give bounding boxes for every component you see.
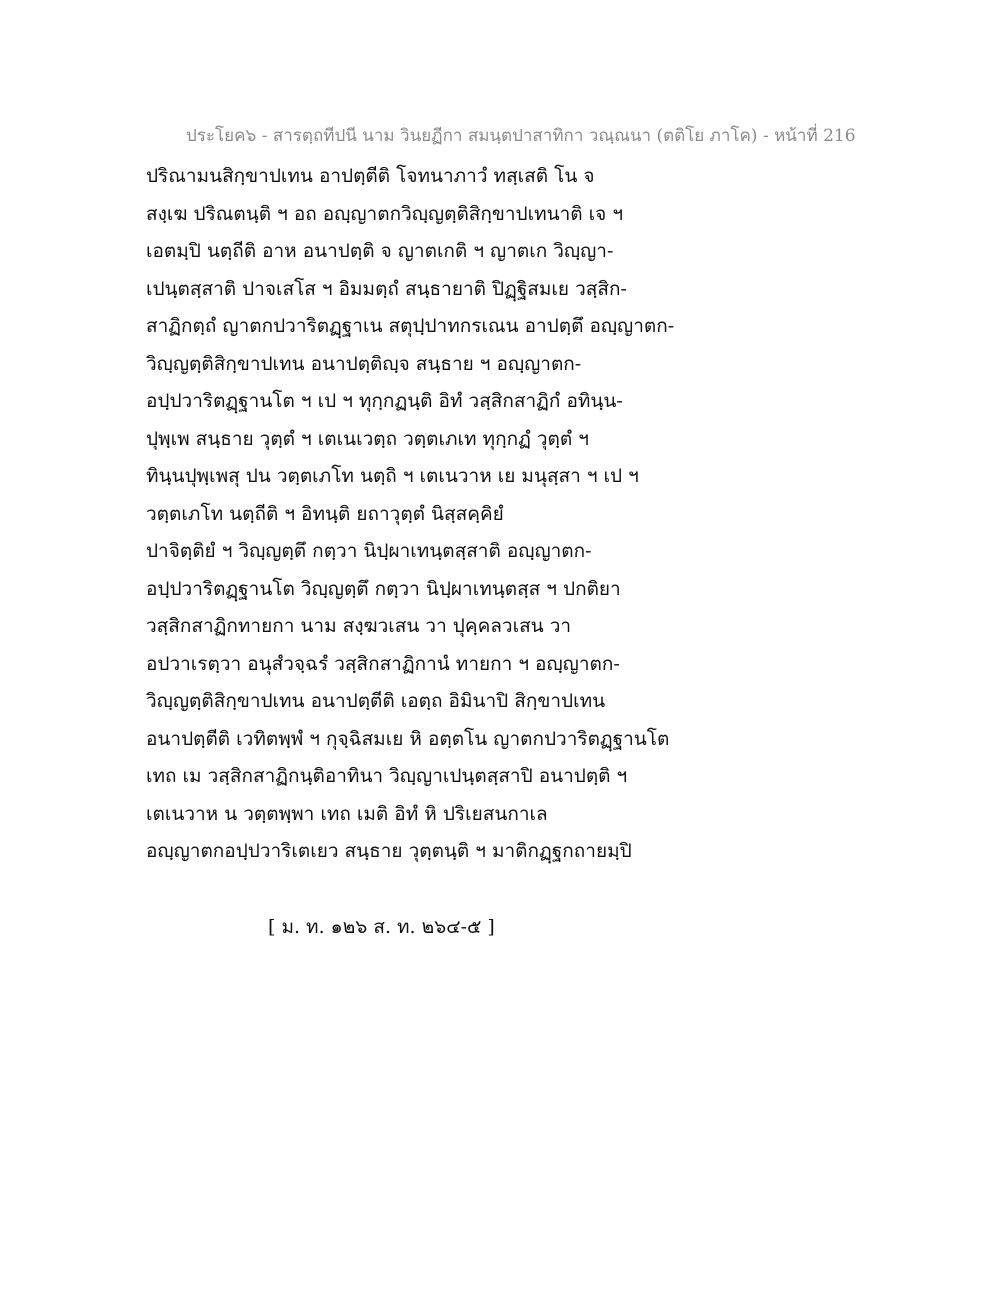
text-line: อปวาเรตฺวา อนุสํวจฺฉรํ วสฺสิกสาฏิกานํ ทายกา ฯ อญฺญาตก-: [146, 652, 620, 675]
text-line: อนาปตฺตีติ เวทิตพฺพํ ฯ กุจฺฉิสมเย หิ อตฺตโน ญาตกปวาริตฏฺฐานโต: [146, 727, 670, 750]
text-line: อปฺปวาริตฏฺฐานโต วิญฺญตฺตึ กตฺวา นิปฺผาเทนฺตสฺส ฯ ปกติยา: [146, 577, 621, 600]
text-line: เทถ เม วสฺสิกสาฏิกนฺติอาทินา วิญฺญาเปนฺตสฺสาปิ อนาปตฺติ ฯ: [146, 765, 628, 787]
text-line: วิญฺญตฺติสิกฺขาปเทน อนาปตฺตีติ เอตฺถ อิมินาปิ สิกฺขาปเทน: [146, 690, 606, 712]
text-line: อญฺญาตกอปฺปวาริเตเยว สนฺธาย วุตฺตนฺติ ฯ มาติกฏฺฐกถายมฺปิ: [146, 840, 632, 862]
scripture-reference: [ ม. ท. ๑๒๖ ส. ท. ๒๖๔-๕ ]: [268, 916, 495, 938]
text-line: ทินฺนปุพฺเพสุ ปน วตฺตเภโท นตฺถิ ฯ เตเนวาห เย มนุสฺสา ฯ เป ฯ: [146, 465, 639, 487]
text-line: วิญฺญตฺติสิกฺขาปเทน อนาปตฺติญฺจ สนฺธาย ฯ อญฺญาตก-: [146, 352, 582, 375]
page-header: ประโยค๖ - สารตฺถทีปนี นาม วินยฏีกา สมนฺตปาสาทิกา วณฺณนา (ตติโย ภาโค) - หน้าที่ 216: [186, 126, 856, 146]
text-line: สงฺเฆ ปริณตนฺติ ฯ อถ อญฺญาตกวิญฺญตฺติสิกฺขาปเทนาติ เจ ฯ: [146, 202, 624, 225]
text-line: วสฺสิกสาฏิกทายกา นาม สงฺฆวเสน วา ปุคฺคลวเสน วา: [146, 615, 572, 637]
text-line: เตเนวาห น วตฺตพฺพา เทถ เมติ อิทํ หิ ปริเยสนกาเล: [146, 802, 548, 825]
text-line: เปนฺตสฺสาติ ปาจเสโส ฯ อิมมตฺถํ สนฺธายาติ ปิฏฺฐิสมเย วสฺสิก-: [146, 277, 627, 300]
text-line: อปฺปวาริตฏฺฐานโต ฯ เป ฯ ทุกฺกฏนฺติ อิทํ วสฺสิกสาฏิกํ อทินฺน-: [146, 390, 623, 412]
body-text: [146, 158, 866, 871]
text-line: เอตมฺปิ นตฺถีติ อาห อนาปตฺติ จ ญาตเกติ ฯ ญาตเก วิญฺญา-: [146, 240, 614, 262]
text-line: ปริณามนสิกฺขาปเทน อาปตฺตีติ โจทนาภาวํ ทสฺเสติ โน จ: [146, 165, 595, 187]
text-line: วตฺตเภโท นตฺถีติ ฯ อิทนฺติ ยถาวุตฺตํ นิสฺสคฺคิยํ: [146, 502, 504, 525]
text-line: ปุพฺเพ สนฺธาย วุตฺตํ ฯ เตเนเวตฺถ วตฺตเภเท ทุกฺกฏํ วุตฺตํ ฯ: [146, 427, 589, 450]
text-line: ปาจิตฺติยํ ฯ วิญฺญตฺตึ กตฺวา นิปฺผาเทนฺตสฺสาติ อญฺญาตก-: [146, 540, 592, 562]
text-line: สาฏิกตฺถํ ญาตกปวาริตฏฺฐาเน สตุปฺปาทกรเณน อาปตฺตึ อญฺญาตก-: [146, 315, 675, 337]
